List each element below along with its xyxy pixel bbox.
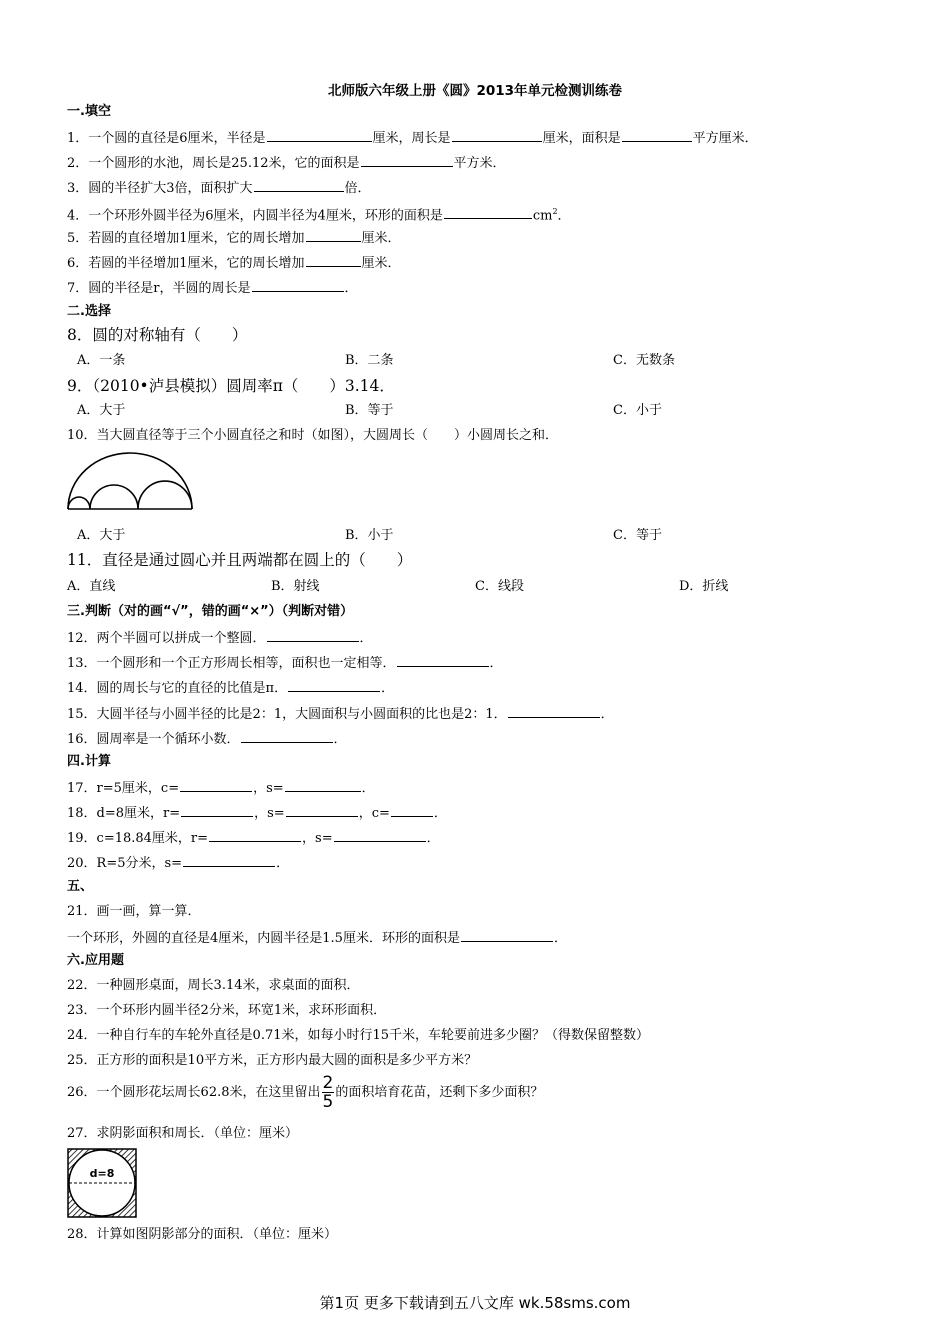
- answer-blank[interactable]: [306, 253, 361, 267]
- section-heading-five: 五、: [67, 879, 94, 894]
- question-26: 26．一个圆形花坛周长62.8米，在这里留出 $\frac{2}{5}$ 的面积培育花苗，还剩下多少面积？: [67, 1073, 544, 1112]
- small-semicircle: [138, 481, 192, 509]
- answer-blank[interactable]: [252, 278, 344, 292]
- answer-blank[interactable]: [361, 153, 453, 167]
- answer-blank[interactable]: [306, 228, 361, 242]
- question-23: 23．一个环形内圆半径2分米，环宽1米，求环形面积．: [67, 1003, 387, 1018]
- section-heading-application: 六.应用题: [67, 953, 124, 968]
- q10-option-a[interactable]: A．大于: [77, 528, 126, 543]
- question-17: 17．r=5厘米，c= ，s= ．: [67, 778, 375, 798]
- q11-option-a[interactable]: A．直线: [67, 579, 116, 594]
- answer-blank[interactable]: [334, 828, 426, 842]
- question-14: 14．圆的周长与它的直径的比值是π． ．: [67, 678, 394, 698]
- q11-option-c[interactable]: C．线段: [475, 579, 524, 594]
- question-3: 3．圆的半径扩大3倍，面积扩大 倍．: [67, 178, 371, 198]
- q10-option-b[interactable]: B．小于: [345, 528, 394, 543]
- answer-blank[interactable]: [181, 803, 253, 817]
- q9-option-a[interactable]: A．大于: [77, 403, 126, 418]
- question-4: 4．一个环形外圆半径为6厘米，内圆半径为4厘米，环形的面积是 $cm^2$．: [67, 207, 571, 224]
- answer-blank[interactable]: [286, 803, 358, 817]
- question-18: 18．d=8厘米，r= ，s= ，c= ．: [67, 803, 447, 823]
- q11-option-b[interactable]: B．射线: [271, 579, 320, 594]
- diameter-label: d=8: [89, 1167, 115, 1180]
- question-8-stem: 8．圆的对称轴有（ ）: [67, 326, 248, 344]
- q8-option-b[interactable]: B．二条: [345, 353, 394, 368]
- question-7: 7．圆的半径是r，半圆的周长是 ．: [67, 278, 358, 298]
- answer-blank[interactable]: [254, 178, 344, 192]
- fraction-two-fifths: $\frac{2}{5}$: [322, 1073, 334, 1112]
- question-11-stem: 11．直径是通过圆心并且两端都在圆上的（ ）: [67, 551, 413, 569]
- semicircles-figure: [66, 450, 194, 512]
- q9-option-b[interactable]: B．等于: [345, 403, 394, 418]
- question-6: 6．若圆的半径增加1厘米，它的周长增加 厘米．: [67, 253, 401, 273]
- question-28: 28．计算如图阴影部分的面积．（单位：厘米）: [67, 1227, 338, 1242]
- section-heading-fill-blank: 一.填空: [67, 104, 111, 119]
- question-22: 22．一种圆形桌面，周长3.14米，求桌面的面积．: [67, 978, 360, 993]
- section-heading-calculate: 四.计算: [67, 754, 111, 769]
- answer-blank[interactable]: [267, 128, 372, 142]
- small-semicircle: [68, 497, 90, 509]
- question-20: 20．R=5分米，s= ．: [67, 853, 289, 873]
- answer-blank[interactable]: [241, 729, 333, 743]
- q9-option-c[interactable]: C．小于: [613, 403, 662, 418]
- question-27-stem: 27．求阴影面积和周长．（单位：厘米）: [67, 1126, 299, 1141]
- answer-blank[interactable]: [452, 128, 542, 142]
- question-10-stem: 10．当大圆直径等于三个小圆直径之和时（如图），大圆周长（ ）小圆周长之和．: [67, 428, 559, 443]
- answer-blank[interactable]: [444, 205, 532, 219]
- question-9-stem: 9．（2010•泸县模拟）圆周率π（ ）3.14．: [67, 377, 395, 395]
- question-13: 13．一个圆形和一个正方形周长相等，面积也一定相等． ．: [67, 653, 503, 673]
- small-semicircle: [90, 485, 138, 509]
- q8-option-a[interactable]: A．一条: [77, 353, 126, 368]
- answer-blank[interactable]: [391, 803, 433, 817]
- answer-blank[interactable]: [285, 778, 361, 792]
- question-15: 15．大圆半径与小圆半径的比是2：1，大圆面积与小圆面积的比也是2：1． ．: [67, 704, 614, 724]
- question-25: 25．正方形的面积是10平方米，正方形内最大圆的面积是多少平方米？: [67, 1053, 478, 1068]
- question-5: 5．若圆的直径增加1厘米，它的周长增加 厘米．: [67, 228, 401, 248]
- question-2: 2．一个圆形的水池，周长是25.12米，它的面积是 平方米．: [67, 153, 506, 173]
- section-heading-true-false: 三.判断（对的画“√”，错的画“×”）（判断对错）: [67, 604, 354, 619]
- question-16: 16．圆周率是一个循环小数． ．: [67, 729, 347, 749]
- page-footer: 第1页 更多下载请到五八文库 wk.58sms.com: [319, 1294, 631, 1312]
- answer-blank[interactable]: [180, 778, 252, 792]
- question-24: 24．一种自行车的车轮外直径是0.71米，如每小时行15千米，车轮要前进多少圈？（得数保留整数）: [67, 1028, 650, 1043]
- question-12: 12．两个半圆可以拼成一个整圆． ．: [67, 628, 373, 648]
- q8-option-c[interactable]: C．无数条: [613, 353, 675, 368]
- question-1: 1．一个圆的直径是6厘米，半径是 厘米，周长是 厘米，面积是 平方厘米．: [67, 128, 758, 148]
- answer-blank[interactable]: [267, 628, 359, 642]
- section-heading-choice: 二.选择: [67, 304, 111, 319]
- question-19: 19．c=18.84厘米，r= ，s= ．: [67, 828, 440, 848]
- question-21-body: 一个环形，外圆的直径是4厘米，内圆半径是1.5厘米．环形的面积是 ．: [67, 928, 567, 948]
- answer-blank[interactable]: [622, 128, 692, 142]
- answer-blank[interactable]: [461, 928, 553, 942]
- answer-blank[interactable]: [288, 678, 380, 692]
- q11-option-d[interactable]: D．折线: [679, 579, 729, 594]
- answer-blank[interactable]: [397, 653, 489, 667]
- page-title: 北师版六年级上册《圆》2013年单元检测训练卷: [327, 83, 623, 99]
- shaded-square-circle-figure: [67, 1148, 137, 1218]
- answer-blank[interactable]: [508, 704, 600, 718]
- answer-blank[interactable]: [209, 828, 301, 842]
- answer-blank[interactable]: [183, 853, 275, 867]
- q10-option-c[interactable]: C．等于: [613, 528, 662, 543]
- question-21-stem: 21．画一画，算一算．: [67, 904, 201, 919]
